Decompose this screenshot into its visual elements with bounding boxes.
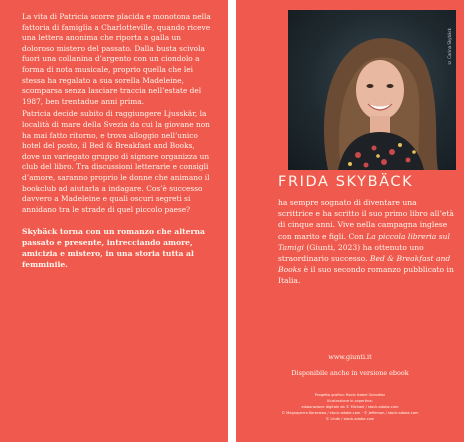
synopsis-paragraph-2: Patricia decide subito di raggiungere Ljusskär, la località di mare della Svezia da cui la giovane non ha mai fatto ritorno, e trova alloggio nell’unico hotel del posto, il Bed & Breakfast and Books, dove un variegato gruppo di signore organizza un club del libro. Tra discussioni letterarie e consigli d’amore, saranno proprio le donne che animano il bookclub ad aiutarla a indagare. Cos’è successo davvero a Madeleine e quali oscuri segreti si annidano tra le strade di quel piccolo paese? xyxy=(22,109,210,214)
bio-text-1: ha sempre sognato di diventare una scrittrice e ha scritto il suo primo libro all’età di cinque anni. Vive nella campagna inglese con marito e figli. Con xyxy=(278,198,454,241)
credit-line-3: elaborazione digitale da © Michael / stock.adobe.com xyxy=(301,405,399,409)
credit-line-4: © Magnaperra Korecowa / stock.adobe.com · © Jefferson / stock.adobe.com xyxy=(281,411,419,415)
left-flap xyxy=(0,0,228,442)
author-portrait-image xyxy=(288,10,456,170)
synopsis-closing: Skybäck torna con un romanzo che alterna passato e presente, intrecciando amore, amicizia e mistero, in una storia tutta al femminile. xyxy=(22,227,205,269)
synopsis-paragraph-1: La vita di Patricia scorre placida e monotona nella fattoria di famiglia a Charlotteville, quando riceve una lettera anonima che riporta a galla un doloroso mistero del passato. Dalla busta scivola fuori una collanina d’argento con un ciondolo a forma di nota musicale, proprio quella che lei stessa ha regalato a sua sorella Madeleine, scomparsa senza lasciare traccia nell’estate del 1987, ben trentadue anni prima. xyxy=(22,12,211,106)
author-bio xyxy=(278,197,454,287)
publisher-website: www.giunti.it xyxy=(328,353,372,361)
credit-line-1: Progetto grafico: Rocío Isabel González xyxy=(314,393,386,397)
bio-book-title-1: La piccola libreria sul Tamigi xyxy=(278,231,450,252)
author-photo xyxy=(288,10,456,170)
credit-line-5: © Lindk / stock.adobe.com xyxy=(325,417,375,421)
photo-credit: © Carina Skybäck xyxy=(447,28,452,66)
author-name: FRIDA SKYBÄCK xyxy=(278,174,414,190)
bio-text-3: è il suo secondo romanzo pubblicato in Italia. xyxy=(278,265,454,286)
bio-text-2: (Giunti, 2023) ha ottenuto uno straordinario successo. xyxy=(278,242,424,264)
ebook-note: Disponibile anche in versione ebook xyxy=(291,369,409,377)
right-flap xyxy=(236,0,464,442)
design-credits xyxy=(236,392,464,422)
credit-line-2: Illustrazione in copertina: xyxy=(327,399,373,403)
bio-book-title-2: Bed & Breakfast and Books xyxy=(278,254,451,275)
